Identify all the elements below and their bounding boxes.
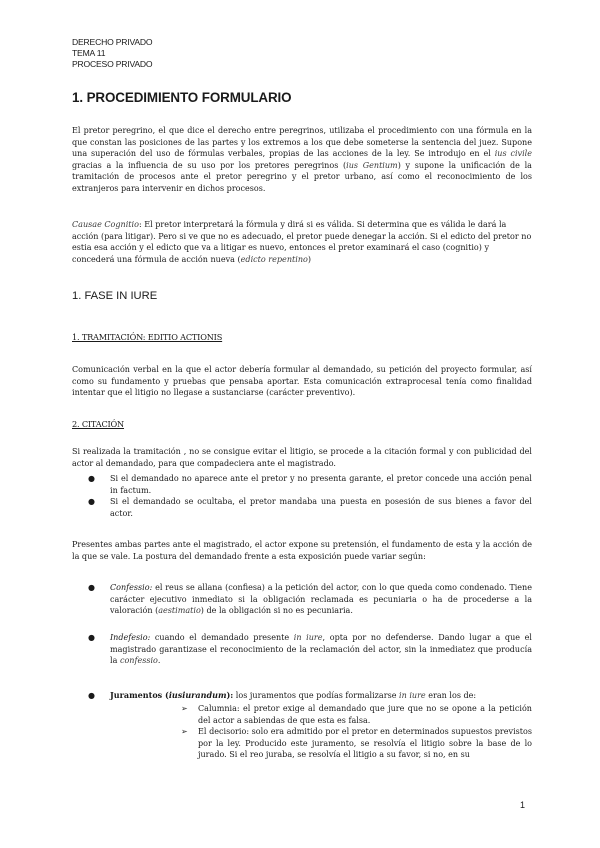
citacion-bullet-list [72, 473, 532, 519]
list-item: ➢ El decisorio: solo era admitido por el pretor en determinados supuestos previstos por la ley. Producido este juramento, se resolvía el litigio sobre la base de lo jurado. Si el reo juraba, se resolvía el litigio a su favor, si no, en su [181, 727, 532, 760]
list-item: ● Juramentos (iusiurandum): los juramentos que podías formalizarse in iure eran los de: [88, 690, 477, 700]
intro-term-ius-gentium: ius Gentium [346, 160, 398, 170]
bullet-icon: ● [88, 583, 95, 592]
page-title: 1. PROCEDIMIENTO FORMULARIO [72, 90, 292, 105]
edicto-repentino-term: edicto repentino [240, 254, 308, 264]
bullet-icon: ● [88, 474, 95, 483]
header-topic: TEMA 11 [72, 48, 106, 59]
list-item: ● Si el demandado se ocultaba, el pretor mandaba una puesta en posesión de sus bienes a favor del actor. [88, 497, 532, 518]
list-item: ● Si el demandado no aparece ante el pretor y no presenta garante, el pretor concede una acción penal in factum. [88, 474, 532, 495]
citacion-paragraph: Si realizada la tramitación , no se consigue evitar el litigio, se procede a la citación formal y con publicidad del actor al demandado, para que compadeciera ante el magistrado. [72, 447, 532, 468]
header-chapter: PROCESO PRIVADO [72, 59, 153, 70]
bullet-icon: ● [88, 633, 95, 642]
list-item: ● Confessio: el reus se allana (confiesa) a la petición del actor, con lo que queda como condenado. Tiene carácter ejecutivo inmediato si la obligación reclamada es pecuniaria o ha de procederse a la valoración (aestimatio) de la obligación si no es pecuniaria. [88, 583, 532, 616]
bullet-icon: ● [88, 691, 95, 700]
list-item: ● Indefesio: cuando el demandado presente in iure, opta por no defenderse. Dando lugar a que el magistrado garantizase el reconocimiento de la reclamación del actor, sin la inmediatez que producía la confessio. [88, 633, 532, 666]
confessio-list [72, 582, 532, 617]
document-header [72, 37, 152, 71]
bullet-icon: ● [88, 497, 95, 507]
subheading-tramitacion: 1. TRAMITACIÓN: EDITIO ACTIONIS [72, 332, 223, 342]
header-subject: DERECHO PRIVADO [72, 37, 153, 47]
tramitacion-paragraph: Comunicación verbal en la que el actor debería formular al demandado, su petición del proyecto formular, así como su fundamento y pruebas que pensaba aportar. Esta comunicación extraprocesal tenía como finalidad intentar que el litigio no llegase a sustanciarse (carácter preventivo). [72, 365, 532, 398]
intro-term-ius-civile: ius civile [494, 149, 533, 159]
juramentos-sub-list [181, 703, 532, 761]
confessio-label: Confessio: [110, 583, 153, 592]
arrow-bullet-icon: ➢ [181, 704, 188, 713]
arrow-bullet-icon: ➢ [181, 727, 188, 737]
subheading-citacion: 2. CITACIÓN [72, 419, 125, 429]
juramentos-list [72, 690, 532, 702]
intro-paragraph: El pretor peregrino, el que dice el derecho entre peregrinos, utilizaba el procedimiento con una fórmula en la que constan las posiciones de las partes y los extremos a los que debe someterse la sentencia del juez. Supone una superación del uso de fórmulas verbales, propias de las acciones de la ley. Se introdujo en el ius civile gracias a la influencia de su uso por los pretores peregrinos (ius Gentium) y supone la unificación de la tramitación de procesos ante el pretor peregrino y el pretor urbano, así como el reconocimiento de los extranjeros para intervenir en dichos procesos. [72, 126, 533, 193]
causae-cognitio-paragraph: Causae Cognitio: El pretor interpretará la fórmula y dirá si es válida. Si determina que es válida le dará la acción (para litigar). Pero si ve que no es adecuado, el pretor puede denegar la acción. Si el edicto del pretor no estia esa acción y el edicto que va a litigar es nuevo, entonces el pretor examinará el caso (cognitio) y concederá una fórmula de acción nueva (edicto repentino) [72, 220, 532, 264]
section-heading-fase-in-iure: 1. FASE IN IURE [72, 290, 158, 302]
causae-cognitio-term: Causae Cognitio [72, 220, 139, 229]
indefesio-label: Indefesio: [110, 633, 151, 642]
page-number: 1 [520, 800, 526, 810]
presentes-paragraph: Presentes ambas partes ante el magistrado, el actor expone su pretensión, el fundamento de esta y la acción de la que se vale. La postura del demandado frente a esta exposición puede variar según: [72, 540, 532, 561]
juramentos-label: Juramentos (iusiurandum): [110, 690, 234, 700]
indefesio-list [72, 632, 532, 667]
list-item: ➢ Calumnia: el pretor exige al demandado que jure que no se opone a la petición del actor a sabiendas de que esta es falsa. [181, 704, 532, 725]
